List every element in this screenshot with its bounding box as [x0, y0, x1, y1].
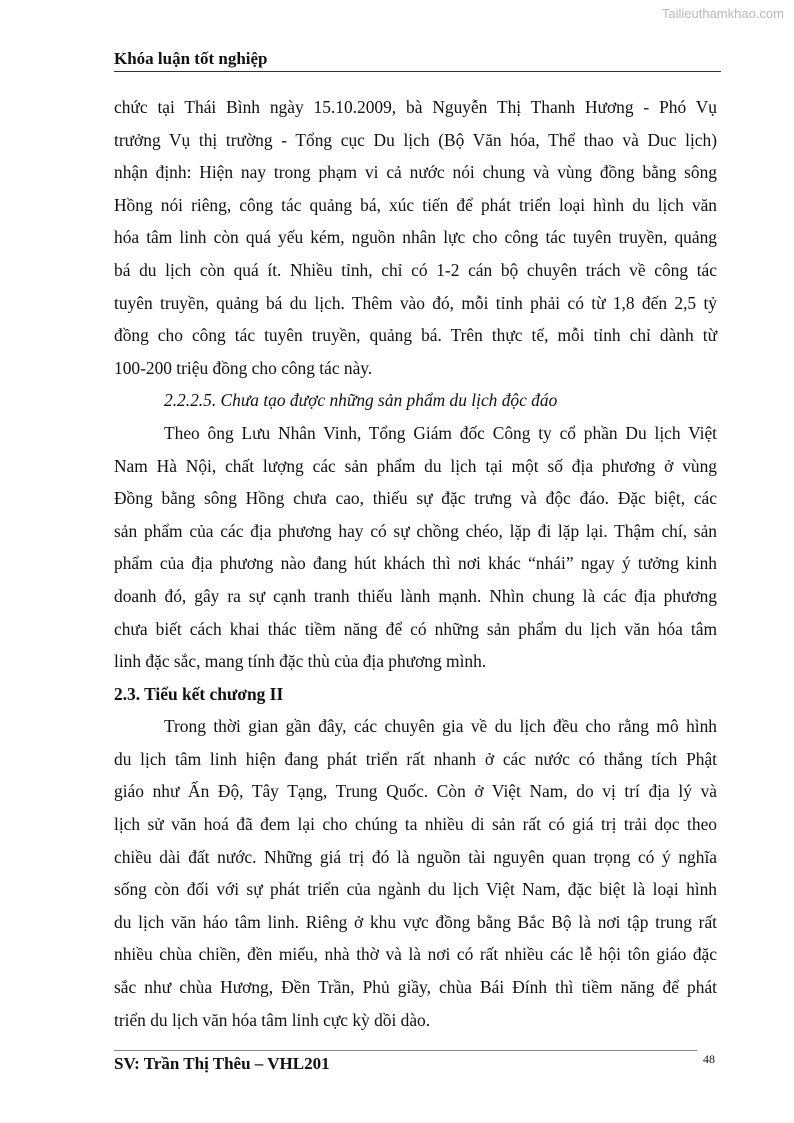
text-line: sắc như chùa Hương, Đền Trần, Phủ giầy, chùa Bái Đính thì tiềm năng để phát [114, 977, 717, 998]
text-line: phẩm của địa phương nào đang hút khách thì nơi khác “nhái” ngay ý tưởng kinh [114, 553, 717, 574]
text-line: chức tại Thái Bình ngày 15.10.2009, bà Nguyễn Thị Thanh Hương - Phó Vụ [114, 97, 717, 117]
text-line: Trong thời gian gần đây, các chuyên gia về du lịch đều cho rằng mô hình [164, 716, 717, 737]
text-line: du lịch tâm linh hiện đang phát triển rất nhanh ở các nước có thắng tích Phật [114, 748, 717, 769]
text-line: Hồng nói riêng, công tác quảng bá, xúc tiến để phát triển loại hình du lịch văn [114, 194, 717, 215]
text-line: doanh đó, gây ra sự cạnh tranh thiếu lành mạnh. Nhìn chung là các địa phương [114, 585, 717, 606]
watermark: Tailieuthamkhao.com [661, 6, 784, 21]
text-line: 100-200 triệu đồng cho công tác này. [114, 357, 373, 378]
text-line: chưa biết cách khai thác tiềm năng để có những sản phẩm du lịch văn hóa tâm [114, 618, 717, 639]
text-line: triển du lịch văn hóa tâm linh cực kỳ dồi dào. [114, 1009, 431, 1030]
text-line: du lịch văn háo tâm linh. Riêng ở khu vực đồng bằng Bắc Bộ là nơi tập trung rất [114, 911, 717, 932]
text-line: Đồng bằng sông Hồng chưa cao, thiếu sự đặc trưng và độc đáo. Đặc biệt, các [114, 488, 717, 509]
text-line: sống còn đối với sự phát triển của ngành du lịch Việt Nam, đặc biệt là loại hình [114, 879, 717, 900]
text-line: trưởng Vụ thị trường - Tổng cục Du lịch (Bộ Văn hóa, Thể thao và Duc lịch) [114, 129, 717, 150]
paragraph-2 [114, 417, 717, 678]
subsection-heading: 2.2.2.5. Chưa tạo được những sản phẩm du lịch độc đáo [164, 390, 558, 411]
header-divider [114, 71, 721, 72]
text-line: sản phẩm của các địa phương hay có sự chồng chéo, lặp đi lặp lại. Thậm chí, sản [114, 520, 717, 541]
page-header-title: Khóa luận tốt nghiệp [114, 49, 268, 68]
text-line: chiều dài đất nước. Những giá trị đó là nguồn tài nguyên quan trọng có ý nghĩa [114, 846, 717, 867]
footer-divider [114, 1050, 697, 1051]
section-heading: 2.3. Tiểu kết chương II [114, 683, 284, 704]
text-line: nhận định: Hiện nay trong phạm vi cả nước nói chung và vùng đồng bằng sông [114, 162, 717, 183]
footer-author: SV: Trần Thị Thêu – VHL201 [114, 1054, 330, 1073]
text-line: giáo như Ấn Độ, Tây Tạng, Trung Quốc. Còn ở Việt Nam, do vị trí địa lý và [114, 781, 717, 802]
text-line: linh đặc sắc, mang tính đặc thù của địa phương mình. [114, 651, 487, 672]
paragraph-3 [114, 710, 717, 1036]
text-line: Theo ông Lưu Nhân Vinh, Tổng Giám đốc Công ty cổ phần Du lịch Việt [164, 422, 717, 443]
paragraph-1 [114, 91, 717, 384]
page-number: 48 [703, 1052, 715, 1066]
text-line: tuyên truyền, quảng bá du lịch. Thêm vào đó, mỗi tỉnh phải có từ 1,8 đến 2,5 tỷ [114, 292, 717, 313]
text-line: hóa tâm linh còn quá yếu kém, nguồn nhân lực cho công tác tuyên truyền, quảng [114, 227, 717, 248]
text-line: Nam Hà Nội, chất lượng các sản phẩm du lịch tại một số địa phương ở vùng [114, 455, 717, 476]
document-body [114, 91, 717, 1036]
text-line: lịch sử văn hoá đã đem lại cho chúng ta nhiều di sản rất có giá trị trải dọc theo [114, 814, 717, 835]
text-line: nhiều chùa chiền, đền miếu, nhà thờ và là nơi có rất nhiều các lễ hội tôn giáo đặc [114, 944, 717, 965]
text-line: đồng cho công tác tuyên truyền, quảng bá. Trên thực tế, mỗi tỉnh chỉ dành từ [114, 325, 717, 346]
text-line: bá du lịch còn quá ít. Nhiều tỉnh, chỉ có 1-2 cán bộ chuyên trách về công tác [114, 259, 717, 280]
